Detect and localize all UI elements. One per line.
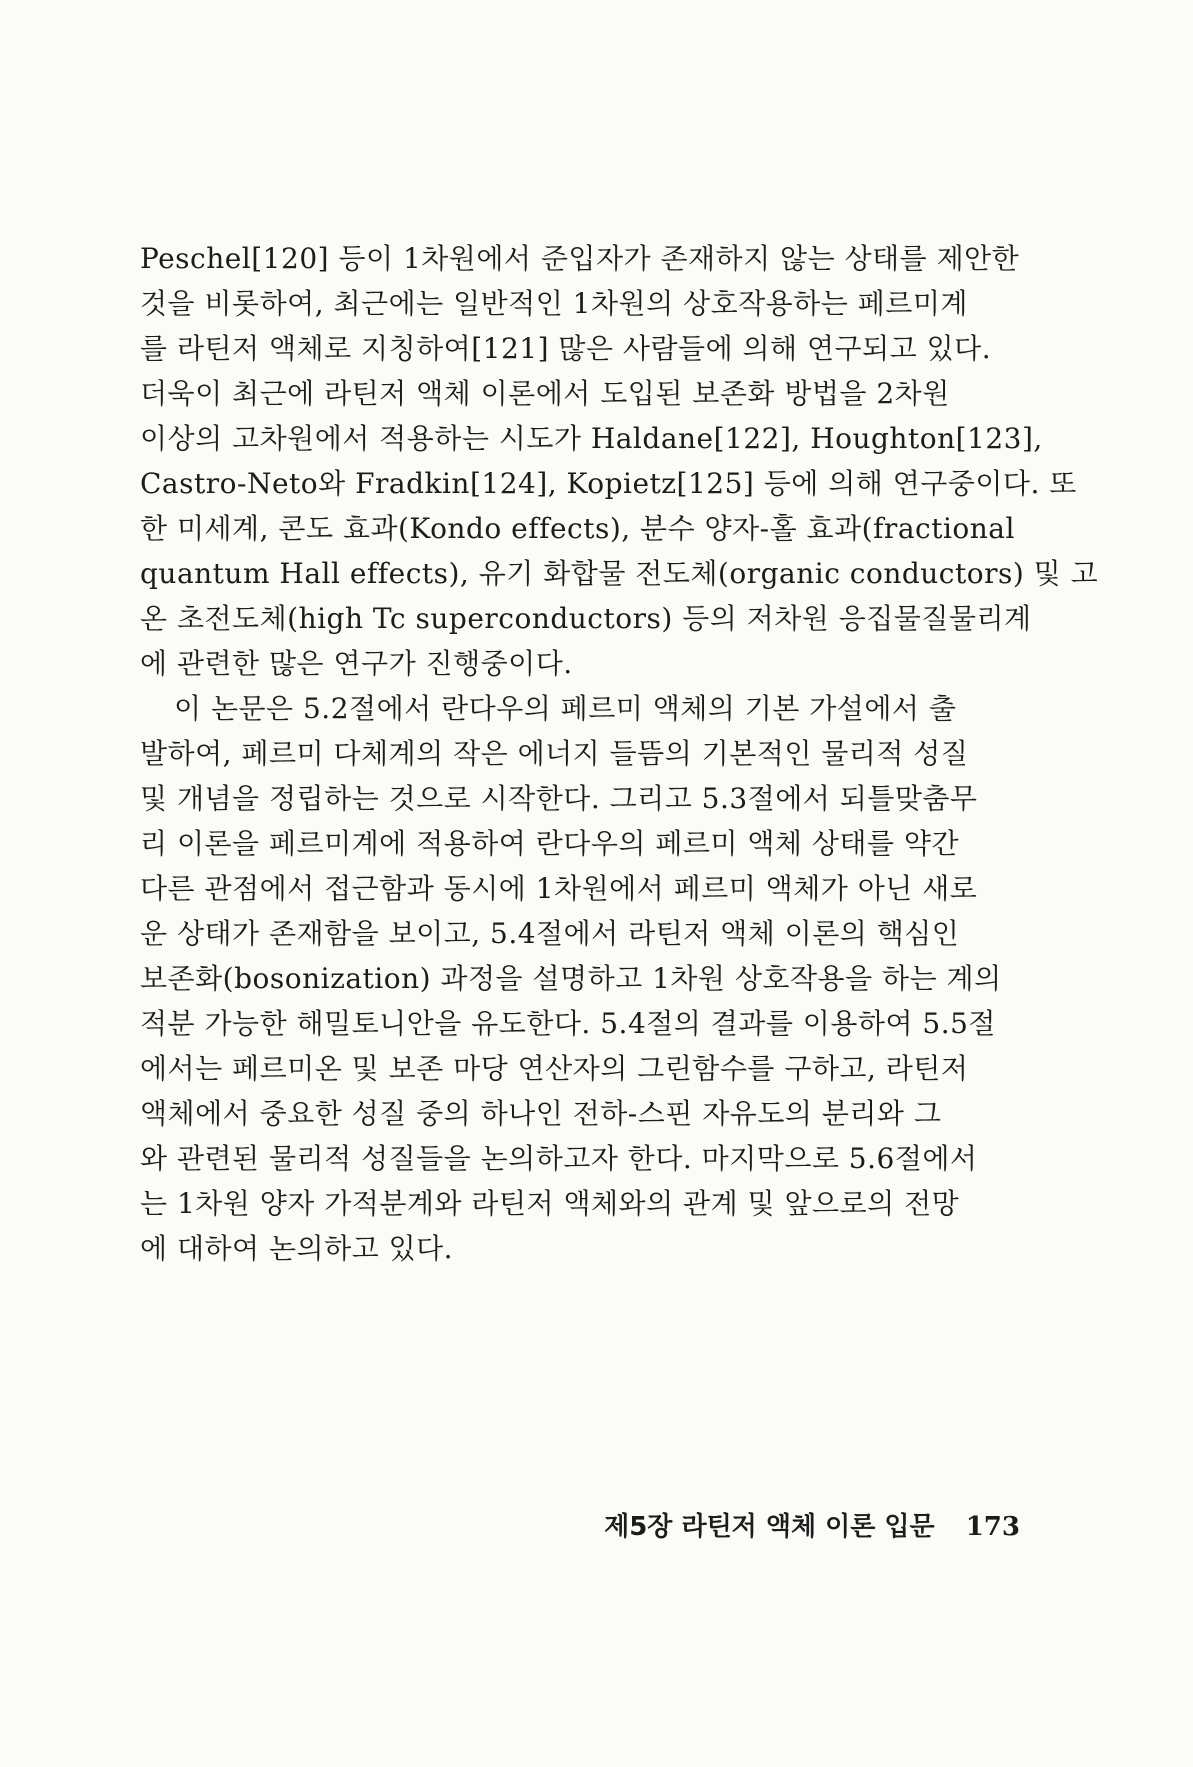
text-line: 온 초전도체(high Tc superconductors) 등의 저차원 응집물질물리계 [140,602,1032,635]
text-line: 를 라틴저 액체로 지칭하여[121] 많은 사람들에 의해 연구되고 있다. [140,332,992,365]
body-text [140,236,1099,1271]
text-line: 액체에서 중요한 성질 중의 하나인 전하-스핀 자유도의 분리와 그 [140,1097,942,1130]
text-line: 한 미세계, 콘도 효과(Kondo effects), 분수 양자-홀 효과(fractional [140,512,1015,545]
text-line: 및 개념을 정립하는 것으로 시작한다. 그리고 5.3절에서 되틀맞춤무 [140,782,978,815]
text-line: 것을 비롯하여, 최근에는 일반적인 1차원의 상호작용하는 페르미계 [140,287,968,320]
paragraph-start-line: 이 논문은 5.2절에서 란다우의 페르미 액체의 기본 가설에서 출 [174,692,957,725]
page-number: 173 [965,1512,1020,1542]
text-line: 는 1차원 양자 가적분계와 라틴저 액체와의 관계 및 앞으로의 전망 [140,1187,960,1220]
text-line: 리 이론을 페르미계에 적용하여 란다우의 페르미 액체 상태를 약간 [140,827,960,860]
text-line: 와 관련된 물리적 성질들을 논의하고자 한다. 마지막으로 5.6절에서 [140,1142,978,1175]
text-line: Peschel[120] 등이 1차원에서 준입자가 존재하지 않는 상태를 제안한 [140,242,1020,275]
text-line: 에 대하여 논의하고 있다. [140,1232,454,1265]
text-line: 에 관련한 많은 연구가 진행중이다. [140,647,573,680]
text-line: 운 상태가 존재함을 보이고, 5.4절에서 라틴저 액체 이론의 핵심인 [140,917,960,950]
text-line: Castro-Neto와 Fradkin[124], Kopietz[125] 등에 의해 연구중이다. 또 [140,467,1077,500]
text-line: 에서는 페르미온 및 보존 마당 연산자의 그린함수를 구하고, 라틴저 [140,1052,969,1085]
text-line: quantum Hall effects), 유기 화합물 전도체(organic conductors) 및 고 [140,557,1099,590]
text-line: 다른 관점에서 접근함과 동시에 1차원에서 페르미 액체가 아닌 새로 [140,872,978,905]
text-line: 더욱이 최근에 라틴저 액체 이론에서 도입된 보존화 방법을 2차원 [140,377,950,410]
chapter-title: 제5장 라틴저 액체 이론 입문 [604,1512,935,1542]
text-line: 보존화(bosonization) 과정을 설명하고 1차원 상호작용을 하는 계의 [140,962,1002,995]
text-line: 적분 가능한 해밀토니안을 유도한다. 5.4절의 결과를 이용하여 5.5절 [140,1007,996,1040]
text-line: 이상의 고차원에서 적용하는 시도가 Haldane[122], Houghton[123], [140,422,1043,455]
page-footer [580,1506,1020,1543]
text-line: 발하여, 페르미 다체계의 작은 에너지 들뜸의 기본적인 물리적 성질 [140,737,969,770]
